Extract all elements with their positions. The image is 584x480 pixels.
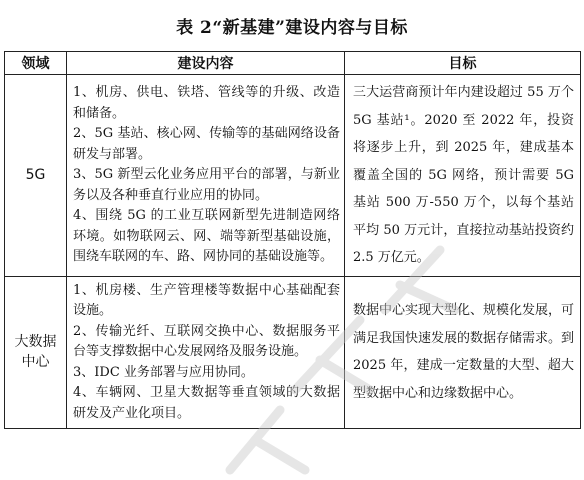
header-goal: 目标: [345, 52, 581, 75]
domain-cell-5g: 5G: [5, 75, 67, 277]
build-item: 4、围绕 5G 的工业互联网新型先进制造网络环境。如物联网云、网、端等新型基础设施，围绕车联网的车、路、网协同的基础设施等。: [73, 208, 340, 264]
domain-text-big-data-center: 大数据中心: [14, 334, 57, 371]
build-item: 2、5G 基站、核心网、传输等的基础网络设备研发与部署。: [73, 126, 340, 162]
build-content-cell-5g: [67, 75, 345, 277]
infrastructure-table: [4, 51, 581, 429]
build-item: 4、车辆网、卫星大数据等垂直领域的大数据研发及产业化项目。: [73, 385, 340, 421]
build-item: 1、机房楼、生产管理楼等数据中心基础配套设施。: [73, 282, 340, 318]
table-row-5g: [5, 75, 581, 277]
build-item: 1、机房、供电、铁塔、管线等的升级、改造和储备。: [73, 85, 340, 121]
build-content-cell-big-data-center: [67, 276, 345, 429]
table-header-row: [5, 52, 581, 75]
goal-cell-5g: 三大运营商预计年内建设超过 55 万个 5G 基站¹。2020 至 2022 年，投资将逐步上升，到 2025 年，建成基本覆盖全国的 5G 网络，预计需要 5G 基站 500 万-550 万个，以每个基站平均 50 万元计，直接拉动基站投资约 2.5 万亿元。: [345, 75, 581, 277]
table-caption: 表 2“新基建”建设内容与目标: [176, 18, 408, 38]
goal-cell-big-data-center: 数据中心实现大型化、规模化发展，可满足我国快速发展的数据存储需求。到 2025 年，建成一定数量的大型、超大型数据中心和边缘数据中心。: [345, 276, 581, 429]
header-build-content: 建设内容: [67, 52, 345, 75]
watermark-stroke: [255, 440, 305, 470]
domain-cell-big-data-center: [5, 276, 67, 429]
build-item: 3、5G 新型云化业务应用平台的部署，与新业务以及各种垂直行业应用的协同。: [73, 167, 340, 203]
table-row-big-data-center: [5, 276, 581, 429]
build-item: 2、传输光纤、互联网交换中心、数据服务平台等支撑数据中心发展网络及服务设施。: [73, 323, 340, 359]
build-item: 3、IDC 业务部署与应用协同。: [73, 364, 254, 380]
header-domain: 领域: [5, 52, 67, 75]
